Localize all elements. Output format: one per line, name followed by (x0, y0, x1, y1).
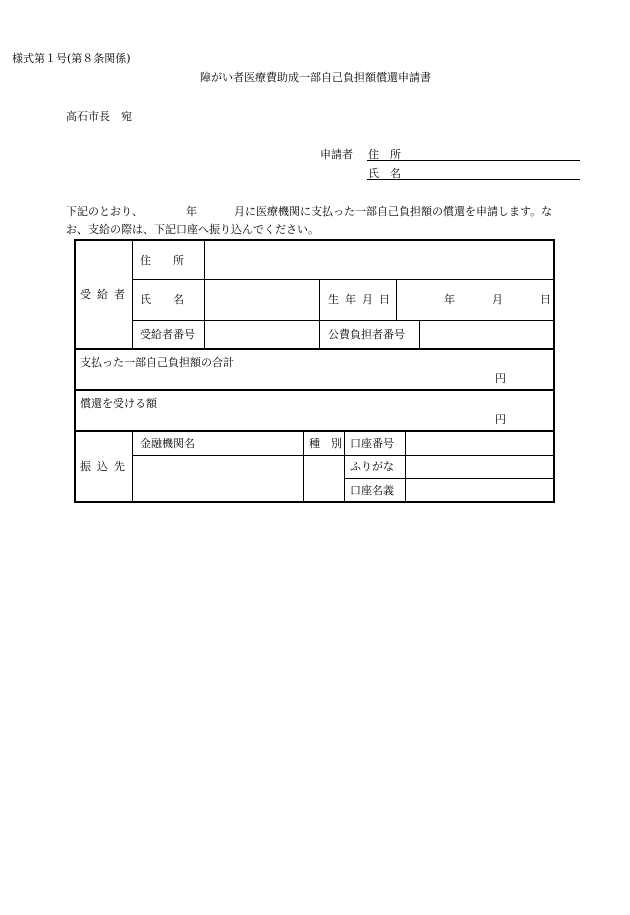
cell-border (132, 320, 554, 321)
document-title: 障がい者医療費助成一部自己負担額償還申請書 (200, 71, 431, 84)
recipient-number-field[interactable] (206, 324, 316, 346)
applicant-address-line[interactable] (367, 160, 580, 161)
cell-border (303, 431, 304, 502)
furigana-field[interactable] (407, 458, 552, 476)
cell-border (132, 279, 554, 280)
cell-border (344, 431, 345, 502)
body-line1-prefix: 下記のとおり、 (66, 205, 143, 218)
bank-name-field[interactable] (134, 458, 301, 500)
applicant-label: 申請者 (320, 148, 353, 161)
transfer-label: 振込先 (80, 460, 131, 473)
form-number: 様式第１号(第８条関係) (12, 52, 131, 65)
refund-amount-yen: 円 (495, 413, 506, 426)
addressee: 高石市長 宛 (66, 110, 132, 123)
refund-amount-label: 償還を受ける額 (80, 397, 157, 410)
recipient-address-label: 住 所 (140, 254, 184, 267)
body-line2: お、支給の際は、下記口座へ振り込んでください。 (66, 223, 319, 236)
applicant-name-line[interactable] (367, 179, 580, 180)
public-payer-number-field[interactable] (421, 324, 551, 346)
birth-month-label: 月 (492, 293, 503, 306)
cell-border (345, 478, 554, 479)
recipient-label: 受給者 (80, 288, 131, 301)
account-holder-field[interactable] (407, 481, 552, 500)
cell-border (132, 240, 133, 349)
section-divider (74, 430, 555, 432)
recipient-name-field[interactable] (206, 284, 316, 316)
furigana-label: ふりがな (350, 460, 394, 473)
recipient-address-field[interactable] (206, 250, 552, 274)
account-number-label: 口座番号 (350, 437, 394, 450)
applicant-name-label: 氏 名 (368, 167, 401, 180)
cell-border (132, 455, 345, 456)
body-line1-suffix: 月に医療機関に支払った一部自己負担額の償還を申請します。な (234, 205, 553, 218)
section-divider (74, 348, 555, 350)
body-year: 年 (186, 205, 197, 218)
bank-name-label: 金融機関名 (140, 437, 195, 450)
recipient-number-label: 受給者番号 (140, 328, 195, 341)
birth-year-label: 年 (444, 293, 455, 306)
account-type-field[interactable] (306, 458, 342, 500)
applicant-address-label: 住 所 (368, 148, 401, 161)
section-divider (74, 389, 555, 391)
recipient-name-label: 氏 名 (140, 293, 184, 306)
cell-border (345, 455, 554, 456)
account-type-label: 種 別 (309, 437, 342, 450)
paid-total-yen: 円 (495, 372, 506, 385)
cell-border (405, 431, 406, 502)
cell-border (132, 431, 133, 502)
public-payer-number-label: 公費負担者番号 (328, 328, 405, 341)
cell-border (419, 321, 420, 349)
cell-border (319, 280, 320, 349)
account-holder-label: 口座名義 (350, 484, 394, 497)
paid-total-label: 支払った一部自己負担額の合計 (80, 356, 234, 369)
birth-day-label: 日 (540, 293, 551, 306)
cell-border (396, 280, 397, 321)
account-number-field[interactable] (407, 434, 552, 453)
cell-border (204, 240, 205, 349)
birth-date-label: 生年月日 (328, 293, 396, 306)
